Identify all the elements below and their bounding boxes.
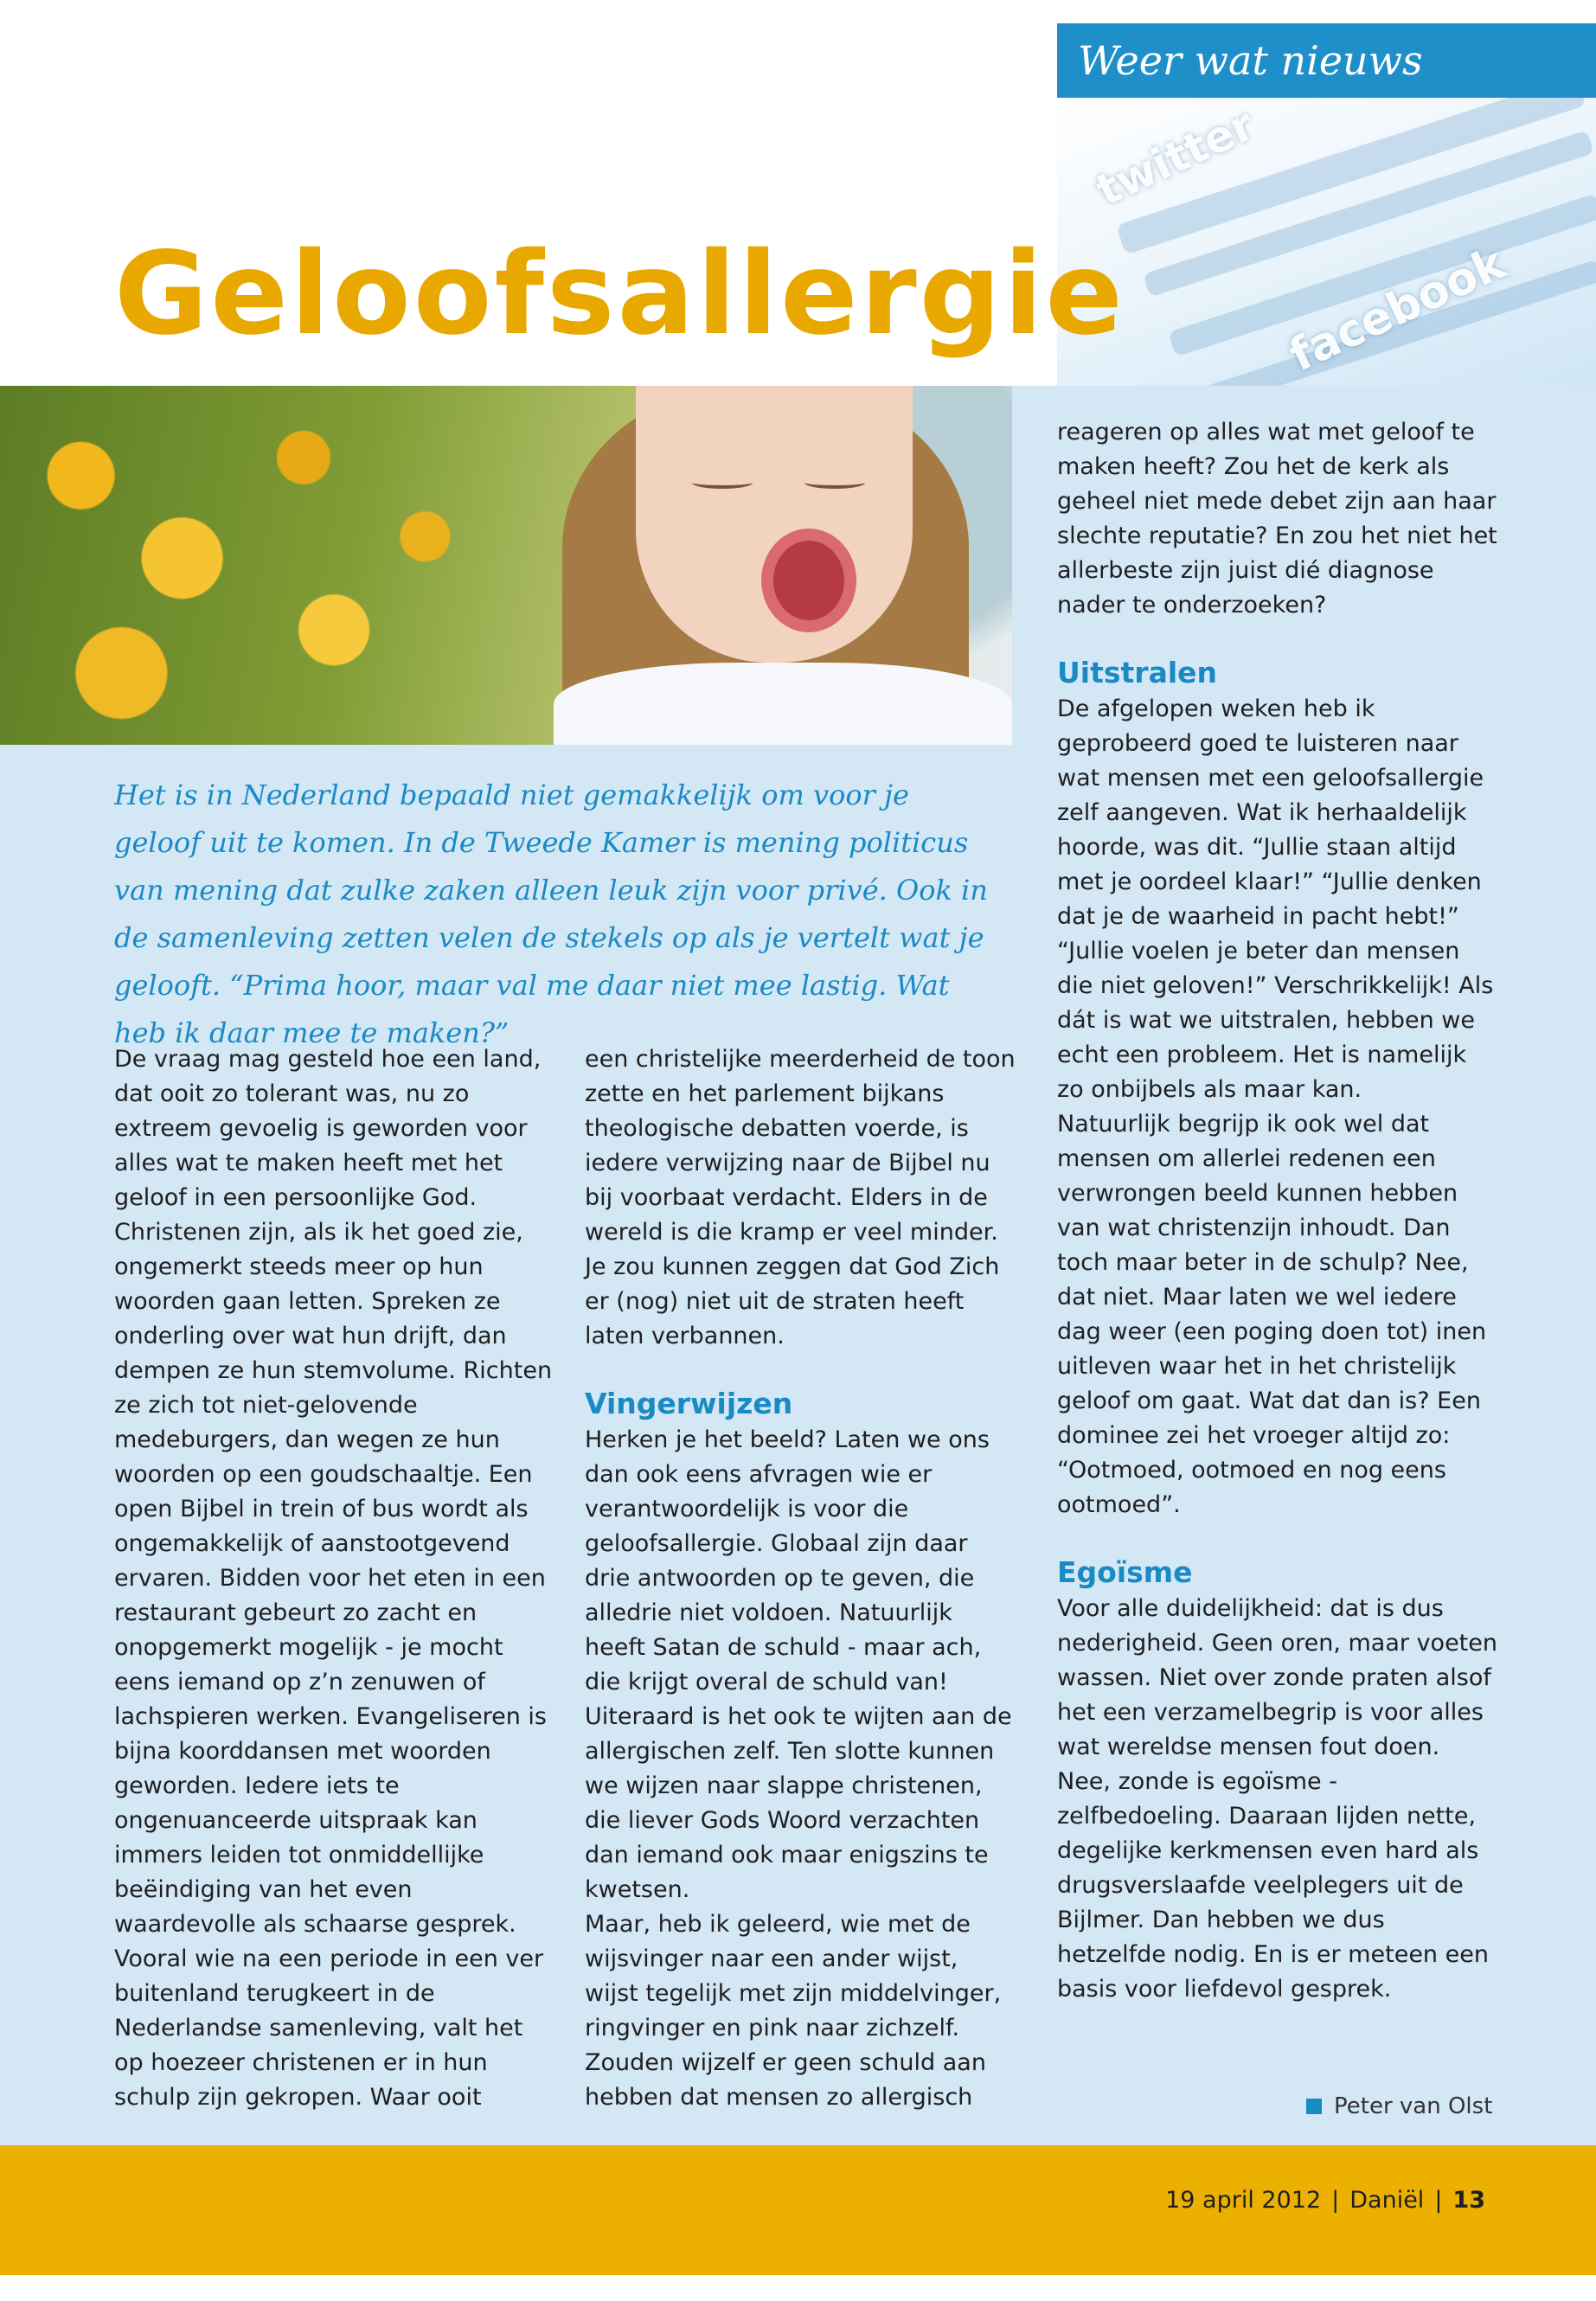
- header-social-image: [1057, 98, 1596, 386]
- column2-paragraph-2: Herken je het beeld? Laten we ons dan ook eens afvragen wie er verantwoordelijk is voor die geloofsallergie. Globaal zijn daar drie antwoorden op te geven, die alledrie niet voldoen. Natuurlijk heeft Satan de schuld - maar ach, die krijgt overal de schuld van! Uiteraard is het ook te wijten aan de allergischen zelf. Ten slotte kunnen we wijzen naar slappe christenen, die liever Gods Woord verzachten dan iemand ook maar enigszins te kwetsen.: [585, 1426, 1012, 1903]
- subheading-uitstralen: Uitstralen: [1057, 656, 1218, 689]
- intro-paragraph: Het is in Nederland bepaald niet gemakkelijk om voor je geloof uit te komen. In de Tweede Kamer is mening politicus van mening dat zulke zaken alleen leuk zijn voor privé. Ook in de samenleving zetten velen de stekels op als je vertelt wat je gelooft. “Prima hoor, maar val me daar niet mee lastig. Wat heb ik daar mee te maken?”: [114, 779, 988, 1049]
- column1-paragraph-1: De vraag mag gesteld hoe een land, dat ooit zo tolerant was, nu zo extreem gevoelig is geworden voor alles wat te maken heeft met het geloof in een persoonlijke God. Christenen zijn, als ik het goed zie, ongemerkt steeds meer op hun woorden gaan letten. Spreken ze onderling over wat hun drijft, dan dempen ze hun stemvolume. Richten ze zich tot niet-gelovende medeburgers, dan wegen ze hun woorden op een goudschaaltje. Een open Bijbel in trein of bus wordt als ongemakkelijk of aanstootgevend ervaren. Bidden voor het eten in een restaurant gebeurt zo zacht en onopgemerkt mogelijk - je mocht eens iemand op z’n zenuwen of lachspieren werken. Evangeliseren is bijna koorddansen met woorden geworden. Iedere iets te ongenuanceerde uitspraak kan immers leiden tot onmiddellijke beëindiging van het even waardevolle als schaarse gesprek.: [114, 1046, 553, 1938]
- photo-face: [636, 386, 913, 663]
- footer-info: 19 april 2012 | Daniël | 13: [1165, 2187, 1485, 2214]
- author-byline: [1306, 2089, 1492, 2124]
- byline-square-icon: [1306, 2099, 1322, 2114]
- column3-paragraph-3: Natuurlijk begrijp ik ook wel dat mensen om allerlei redenen een verwrongen beeld kunnen hebben van wat christenzijn inhoudt. Dan toch maar beter in de schulp? Nee, dat niet. Maar laten we wel iedere dag weer (een poging doen tot) inen uitleven waar het in het christelijk geloof om gaat. Wat dat dan is? Een dominee zei het vroeger altijd zo: “Ootmoed, ootmoed en nog eens ootmoed”.: [1057, 1111, 1487, 1518]
- article-photo: [0, 386, 1012, 745]
- section-label: Weer wat nieuws: [1057, 23, 1596, 98]
- page-number: 13: [1452, 2187, 1485, 2214]
- subheading-vingerwijzen: Vingerwijzen: [585, 1387, 793, 1420]
- column2-paragraph-3: Maar, heb ik geleerd, wie met de wijsvinger naar een ander wijst, wijst tegelijk met zijn middelvinger, ringvinger en pink naar zichzelf. Zouden wijzelf er geen schuld aan hebben dat mensen zo allergisch: [585, 1911, 1002, 2111]
- author-name: Peter van Olst: [1334, 2093, 1493, 2119]
- photo-eye-left: [692, 477, 753, 489]
- column3-paragraph-1: reageren op alles wat met geloof te maken heeft? Zou het de kerk als geheel niet mede debet zijn aan haar slechte reputatie? En zou het niet het allerbeste zijn juist dié diagnose nader te onderzoeken?: [1057, 419, 1497, 619]
- article-column-3: [1057, 415, 1498, 2007]
- photo-mouth: [761, 529, 856, 632]
- photo-eye-right: [804, 477, 865, 489]
- photo-shirt: [554, 663, 1012, 745]
- footer-date: 19 april 2012: [1165, 2187, 1322, 2214]
- subheading-egoisme: Egoïsme: [1057, 1555, 1193, 1589]
- column3-paragraph-4: Voor alle duidelijkheid: dat is dus nederigheid. Geen oren, maar voeten wassen. Niet over zonde praten alsof het een verzamelbegrip is voor alles wat wereldse mensen fout doen. Nee, zonde is egoïsme - zelfbedoeling. Daaraan lijden nette, degelijke kerkmensen even hard als drugsverslaafde veelplegers uit de Bijlmer. Dan hebben we dus hetzelfde nodig. En is er meteen een basis voor liefdevol gesprek.: [1057, 1595, 1497, 2003]
- article-column-1: [114, 1042, 555, 2115]
- column1-paragraph-2: Vooral wie na een periode in een ver buitenland terugkeert in de Nederlandse samenleving, valt het op hoezeer christenen er in hun schulp zijn gekropen. Waar ooit: [114, 1945, 544, 2111]
- facebook-logo-text: facebook: [1281, 237, 1514, 382]
- article-title: Geloofsallergie: [114, 228, 1125, 361]
- article-column-2: [585, 1042, 1017, 2115]
- twitter-logo-text: twitter: [1088, 99, 1262, 216]
- page-footer: [0, 2145, 1596, 2275]
- footer-publication: Daniël: [1349, 2187, 1425, 2214]
- column3-paragraph-2: De afgelopen weken heb ik geprobeerd goed te luisteren naar wat mensen met een geloofsallergie zelf aangeven. Wat ik herhaaldelijk hoorde, was dit. “Jullie staan altijd met je oordeel klaar!” “Jullie denken dat je de waarheid in pacht hebt!” “Jullie voelen je beter dan mensen die niet geloven!” Verschrikkelijk! Als dát is wat we uitstralen, hebben we echt een probleem. Het is namelijk zo onbijbels als maar kan.: [1057, 695, 1494, 1103]
- column2-paragraph-1: een christelijke meerderheid de toon zette en het parlement bijkans theologische debatten voerde, is iedere verwijzing naar de Bijbel nu bij voorbaat verdacht. Elders in de wereld is die kramp er veel minder. Je zou kunnen zeggen dat God Zich er (nog) niet uit de straten heeft laten verbannen.: [585, 1046, 1016, 1349]
